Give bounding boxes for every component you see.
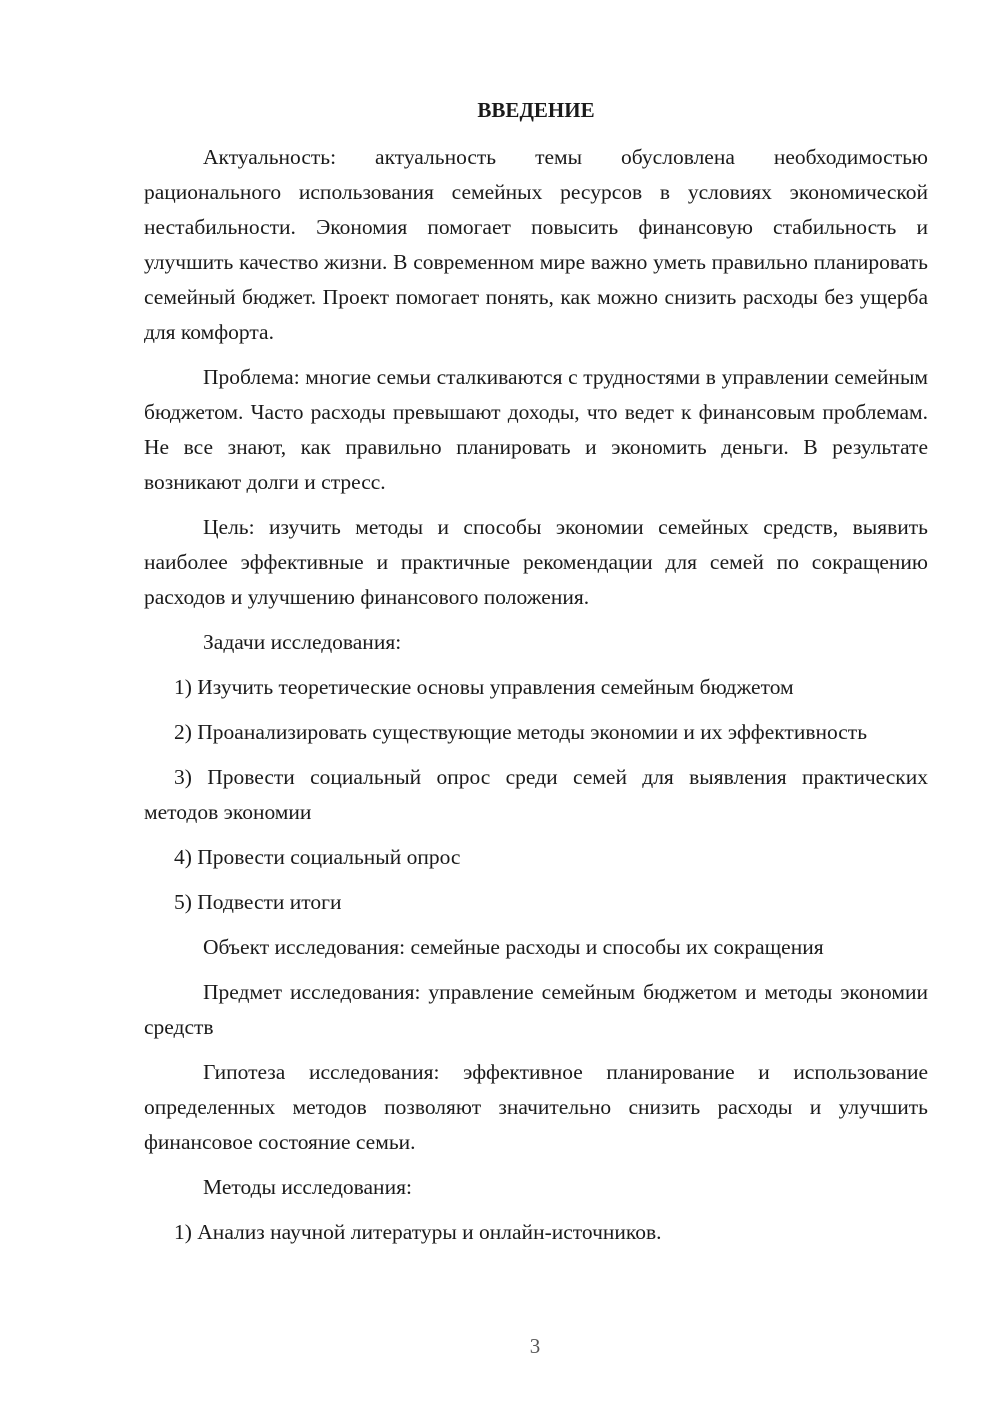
task-item: 5) Подвести итоги: [174, 890, 342, 914]
task-item: 2) Проанализировать существующие методы экономии и их эффективность: [174, 720, 868, 744]
tasks-title: Задачи исследования:: [203, 630, 402, 654]
goal-paragraph: Цель: изучить методы и способы экономии семейных средств, выявить наиболее эффективные и практичные рекомендации для семей по сокращению расходов и улучшению финансового положения.: [144, 515, 928, 609]
task-item: 3) Провести социальный опрос среди семей для выявления практических методов экономии: [144, 765, 928, 824]
task-item: 1) Изучить теоретические основы управления семейным бюджетом: [174, 675, 794, 699]
subject-paragraph: Предмет исследования: управление семейным бюджетом и методы экономии средств: [144, 980, 928, 1039]
section-heading: ВВЕДЕНИЕ: [477, 98, 595, 122]
document-page: [144, 94, 928, 1260]
methods-title: Методы исследования:: [203, 1175, 412, 1199]
page-number: 3: [529, 1334, 541, 1358]
problem-paragraph: Проблема: многие семьи сталкиваются с трудностями в управлении семейным бюджетом. Часто расходы превышают доходы, что ведет к финансовым проблемам. Не все знают, как правильно планировать и экономить деньги. В результате возникают долги и стресс.: [144, 365, 928, 494]
object-paragraph: Объект исследования: семейные расходы и способы их сокращения: [203, 935, 824, 959]
hypothesis-paragraph: Гипотеза исследования: эффективное планирование и использование определенных методов позволяют значительно снизить расходы и улучшить финансовое состояние семьи.: [144, 1060, 928, 1154]
task-item: 4) Провести социальный опрос: [174, 845, 461, 869]
relevance-paragraph: Актуальность: актуальность темы обусловлена необходимостью рационального использования семейных ресурсов в условиях экономической нестабильности. Экономия помогает повысить финансовую стабильность и улучшить качество жизни. В современном мире важно уметь правильно планировать семейный бюджет. Проект помогает понять, как можно снизить расходы без ущерба для комфорта.: [144, 145, 928, 344]
method-item: 1) Анализ научной литературы и онлайн-источников.: [174, 1220, 662, 1244]
